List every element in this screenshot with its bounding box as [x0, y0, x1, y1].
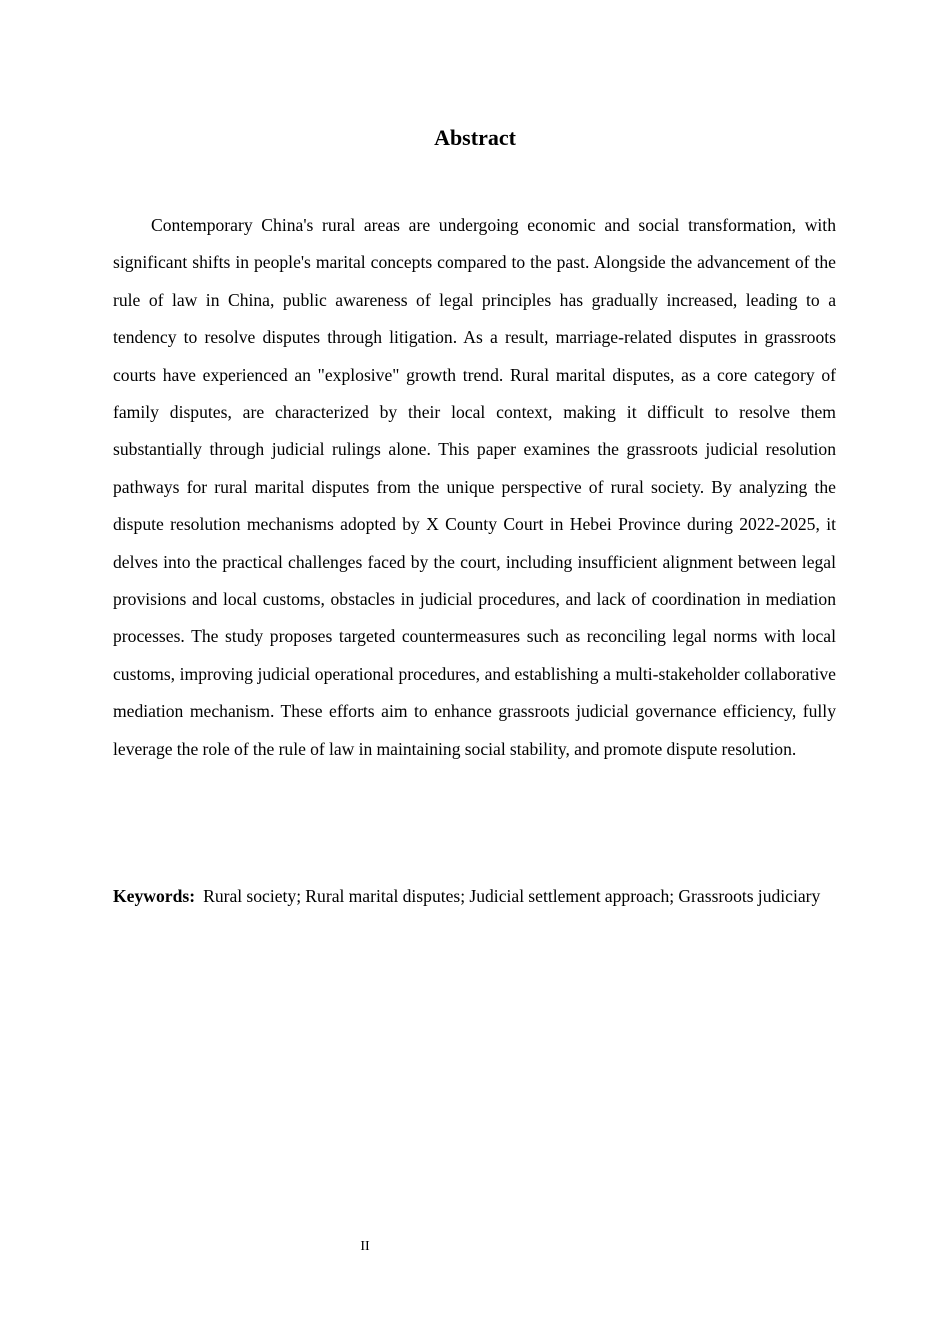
keywords-paragraph [113, 878, 836, 915]
page-number: II [360, 1239, 370, 1254]
abstract-body: Contemporary China's rural areas are undergoing economic and social transformation, with significant shifts in people's marital concepts compared to the past. Alongside the advancement of the rule of law in China, public awareness of legal principles has gradually increased, leading to a tendency to resolve disputes through litigation. As a result, marriage-related disputes in grassroots courts have experienced an "explosive" growth trend. Rural marital disputes, as a core category of family disputes, are characterized by their local context, making it difficult to resolve them substantially through judicial rulings alone. This paper examines the grassroots judicial resolution pathways for rural marital disputes from the unique perspective of rural society. By analyzing the dispute resolution mechanisms adopted by X County Court in Hebei Province during 2022-2025, it delves into the practical challenges faced by the court, including insufficient alignment between legal provisions and local customs, obstacles in judicial procedures, and lack of coordination in mediation processes. The study proposes targeted countermeasures such as reconciling legal norms with local customs, improving judicial operational procedures, and establishing a multi-stakeholder collaborative mediation mechanism. These efforts aim to enhance grassroots judicial governance efficiency, fully leverage the role of the rule of law in maintaining social stability, and promote dispute resolution. [113, 215, 836, 759]
keywords-text: Rural society; Rural marital disputes; Judicial settlement approach; Grassroots judiciary [203, 886, 821, 906]
keywords-label: Keywords: [113, 886, 196, 906]
abstract-title: Abstract [434, 125, 516, 150]
